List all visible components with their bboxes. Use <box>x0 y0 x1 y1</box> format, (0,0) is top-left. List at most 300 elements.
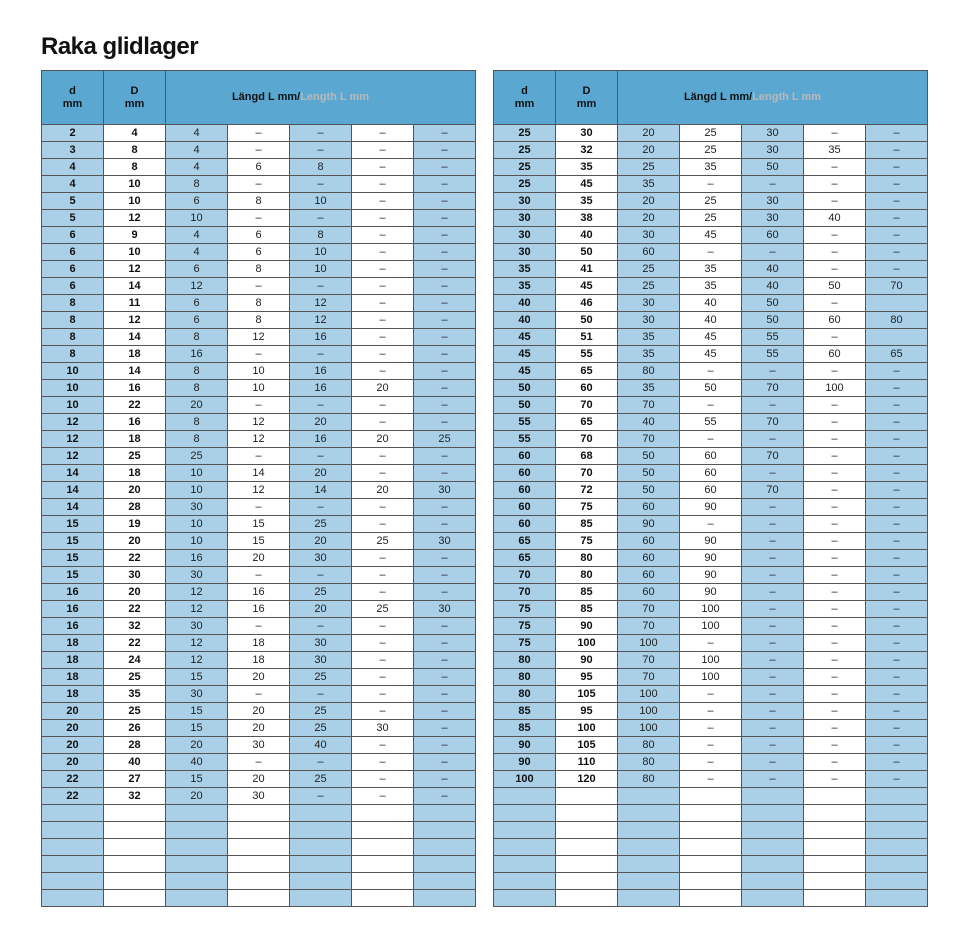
cell-length-1: 60 <box>618 499 680 516</box>
cell-length-4: – <box>352 686 414 703</box>
cell-d: 80 <box>494 686 556 703</box>
cell-length-2: – <box>680 771 742 788</box>
cell-length-4: – <box>352 516 414 533</box>
cell-D: 50 <box>556 312 618 329</box>
cell-length-4: – <box>804 737 866 754</box>
table-row <box>42 720 476 737</box>
table-row <box>494 533 928 550</box>
cell-D: 120 <box>556 771 618 788</box>
cell-d <box>494 805 556 822</box>
cell-length-3 <box>290 856 352 873</box>
cell-length-2: 8 <box>228 261 290 278</box>
cell-D: 27 <box>104 771 166 788</box>
cell-length-4: 100 <box>804 380 866 397</box>
cell-length-3: 40 <box>742 278 804 295</box>
cell-length-4: 20 <box>352 482 414 499</box>
column-header-outer-diameter: D mm <box>104 71 166 125</box>
cell-d: 75 <box>494 618 556 635</box>
cell-length-2: – <box>680 516 742 533</box>
table-row <box>42 465 476 482</box>
cell-D: 70 <box>556 431 618 448</box>
cell-length-2: 20 <box>228 550 290 567</box>
cell-length-1: 70 <box>618 669 680 686</box>
cell-length-2: 50 <box>680 380 742 397</box>
cell-length-3: – <box>742 652 804 669</box>
cell-length-3: 55 <box>742 329 804 346</box>
cell-length-5: – <box>414 567 476 584</box>
cell-length-1: 8 <box>166 380 228 397</box>
cell-D: 18 <box>104 465 166 482</box>
table-row <box>42 244 476 261</box>
cell-length-2: 14 <box>228 465 290 482</box>
cell-length-2: – <box>228 397 290 414</box>
cell-d: 20 <box>42 754 104 771</box>
cell-d <box>42 873 104 890</box>
cell-length-3: – <box>290 142 352 159</box>
cell-D: 12 <box>104 312 166 329</box>
cell-length-2: 55 <box>680 414 742 431</box>
cell-length-1: 12 <box>166 635 228 652</box>
table-row <box>42 159 476 176</box>
cell-D: 20 <box>104 533 166 550</box>
cell-d <box>42 856 104 873</box>
table-header-row <box>42 71 476 125</box>
cell-D: 85 <box>556 584 618 601</box>
table-row <box>494 856 928 873</box>
cell-length-3: 8 <box>290 227 352 244</box>
cell-length-4: – <box>352 652 414 669</box>
table-row <box>494 448 928 465</box>
cell-d: 18 <box>42 686 104 703</box>
table-row <box>494 703 928 720</box>
cell-d: 18 <box>42 635 104 652</box>
cell-length-2: 25 <box>680 193 742 210</box>
cell-length-4: 25 <box>352 601 414 618</box>
table-row <box>494 635 928 652</box>
cell-length-3: – <box>742 584 804 601</box>
cell-length-3: – <box>742 533 804 550</box>
cell-d: 5 <box>42 210 104 227</box>
cell-length-3: – <box>742 567 804 584</box>
cell-d <box>494 822 556 839</box>
cell-length-3: 30 <box>290 635 352 652</box>
cell-length-2: 25 <box>680 142 742 159</box>
cell-D: 32 <box>104 788 166 805</box>
table-row <box>494 312 928 329</box>
cell-d: 15 <box>42 516 104 533</box>
cell-d: 4 <box>42 159 104 176</box>
cell-length-2: 20 <box>228 669 290 686</box>
cell-d: 30 <box>494 210 556 227</box>
cell-length-5: – <box>866 193 928 210</box>
cell-length-4: – <box>352 754 414 771</box>
cell-d: 65 <box>494 533 556 550</box>
cell-length-2 <box>228 856 290 873</box>
cell-length-1: 8 <box>166 363 228 380</box>
cell-d: 16 <box>42 584 104 601</box>
cell-D <box>104 873 166 890</box>
cell-length-3: – <box>742 737 804 754</box>
cell-d: 8 <box>42 346 104 363</box>
cell-length-2: – <box>680 720 742 737</box>
table-row <box>494 737 928 754</box>
cell-length-1: 20 <box>166 397 228 414</box>
table-row <box>494 550 928 567</box>
table-row <box>42 448 476 465</box>
cell-length-4: – <box>804 227 866 244</box>
cell-length-2 <box>228 805 290 822</box>
cell-length-2: – <box>680 176 742 193</box>
cell-length-2 <box>680 890 742 907</box>
cell-d: 16 <box>42 601 104 618</box>
cell-length-3: – <box>290 788 352 805</box>
table-row <box>494 295 928 312</box>
cell-d: 14 <box>42 499 104 516</box>
cell-length-1: 70 <box>618 601 680 618</box>
table-row <box>42 618 476 635</box>
cell-d: 40 <box>494 312 556 329</box>
cell-length-1: 30 <box>166 618 228 635</box>
cell-length-4: – <box>352 193 414 210</box>
cell-length-5: – <box>866 601 928 618</box>
cell-length-1 <box>166 822 228 839</box>
cell-length-4: 25 <box>352 533 414 550</box>
cell-D: 46 <box>556 295 618 312</box>
cell-length-2: 90 <box>680 584 742 601</box>
table-row <box>42 601 476 618</box>
cell-length-1: 80 <box>618 363 680 380</box>
cell-d: 85 <box>494 703 556 720</box>
cell-length-5: – <box>866 125 928 142</box>
cell-length-2: 30 <box>228 788 290 805</box>
cell-length-5 <box>866 788 928 805</box>
table-row <box>42 295 476 312</box>
cell-length-4: – <box>804 159 866 176</box>
cell-length-3: – <box>742 771 804 788</box>
cell-length-4: – <box>804 397 866 414</box>
cell-D: 8 <box>104 142 166 159</box>
cell-length-4: – <box>352 567 414 584</box>
cell-length-1: 15 <box>166 669 228 686</box>
cell-length-3: 25 <box>290 584 352 601</box>
cell-length-3: 12 <box>290 295 352 312</box>
table-row <box>494 397 928 414</box>
cell-length-4: – <box>352 329 414 346</box>
cell-length-1: 6 <box>166 312 228 329</box>
cell-length-4: – <box>352 499 414 516</box>
cell-length-4: – <box>804 618 866 635</box>
cell-length-5: – <box>866 448 928 465</box>
cell-d: 90 <box>494 737 556 754</box>
cell-D: 9 <box>104 227 166 244</box>
cell-D: 85 <box>556 516 618 533</box>
cell-length-2: – <box>680 363 742 380</box>
cell-length-2: 8 <box>228 312 290 329</box>
cell-length-4: – <box>804 686 866 703</box>
table-row <box>494 890 928 907</box>
table-row <box>494 414 928 431</box>
cell-length-5: – <box>866 550 928 567</box>
cell-length-5 <box>414 822 476 839</box>
cell-length-3 <box>742 788 804 805</box>
cell-length-1: 8 <box>166 176 228 193</box>
cell-length-4: – <box>352 737 414 754</box>
cell-D: 16 <box>104 414 166 431</box>
cell-length-5: – <box>414 771 476 788</box>
cell-length-4: – <box>804 771 866 788</box>
cell-d: 80 <box>494 669 556 686</box>
cell-length-4: – <box>804 516 866 533</box>
table-row <box>494 873 928 890</box>
column-header-length: Längd L mm/Length L mm <box>618 71 928 125</box>
cell-length-4: – <box>804 465 866 482</box>
cell-length-1 <box>618 873 680 890</box>
table-row <box>42 788 476 805</box>
cell-length-4: – <box>804 669 866 686</box>
cell-length-4 <box>352 839 414 856</box>
cell-length-1: 100 <box>618 703 680 720</box>
cell-d: 8 <box>42 295 104 312</box>
cell-D: 28 <box>104 499 166 516</box>
table-row <box>42 346 476 363</box>
cell-length-1: 40 <box>618 414 680 431</box>
cell-length-2: – <box>228 346 290 363</box>
cell-length-2: – <box>680 686 742 703</box>
cell-D: 20 <box>104 584 166 601</box>
cell-length-1: 20 <box>618 193 680 210</box>
cell-length-2: 12 <box>228 482 290 499</box>
cell-length-1: 4 <box>166 125 228 142</box>
cell-length-3: 30 <box>290 550 352 567</box>
table-row <box>42 363 476 380</box>
table-row <box>42 669 476 686</box>
cell-length-4: – <box>352 244 414 261</box>
cell-length-1: 70 <box>618 431 680 448</box>
cell-length-2: 35 <box>680 159 742 176</box>
cell-length-1: 20 <box>618 210 680 227</box>
table-row <box>42 261 476 278</box>
cell-D: 110 <box>556 754 618 771</box>
cell-length-1 <box>166 839 228 856</box>
table-row <box>42 329 476 346</box>
cell-length-5: 65 <box>866 346 928 363</box>
cell-length-3: 16 <box>290 329 352 346</box>
cell-length-3: 30 <box>742 193 804 210</box>
cell-length-4 <box>352 890 414 907</box>
cell-length-2: – <box>228 278 290 295</box>
cell-d: 10 <box>42 380 104 397</box>
table-body-right <box>494 125 928 907</box>
cell-length-3: – <box>742 550 804 567</box>
cell-length-2: – <box>680 737 742 754</box>
cell-length-3: 50 <box>742 159 804 176</box>
cell-d: 75 <box>494 601 556 618</box>
cell-length-2 <box>680 839 742 856</box>
cell-length-5: – <box>866 227 928 244</box>
table-row <box>494 125 928 142</box>
cell-length-3: 8 <box>290 159 352 176</box>
cell-length-3: 20 <box>290 601 352 618</box>
table-row <box>494 176 928 193</box>
cell-length-5: – <box>414 346 476 363</box>
cell-d: 60 <box>494 516 556 533</box>
cell-length-1: 16 <box>166 346 228 363</box>
table-row <box>42 550 476 567</box>
cell-length-5 <box>866 856 928 873</box>
cell-D <box>556 805 618 822</box>
table-row <box>494 805 928 822</box>
cell-length-5: 70 <box>866 278 928 295</box>
cell-length-5: – <box>414 584 476 601</box>
cell-d: 45 <box>494 363 556 380</box>
column-header-inner-diameter: d mm <box>42 71 104 125</box>
cell-length-2: 18 <box>228 635 290 652</box>
cell-length-2: 25 <box>680 125 742 142</box>
cell-length-3: 25 <box>290 720 352 737</box>
cell-d <box>42 822 104 839</box>
cell-D: 14 <box>104 329 166 346</box>
cell-length-5: – <box>414 244 476 261</box>
cell-D: 35 <box>556 159 618 176</box>
cell-D: 12 <box>104 210 166 227</box>
cell-length-1: 30 <box>166 567 228 584</box>
cell-length-4: – <box>352 261 414 278</box>
cell-length-1 <box>166 873 228 890</box>
cell-d: 6 <box>42 244 104 261</box>
cell-length-2: – <box>680 397 742 414</box>
cell-length-1 <box>618 890 680 907</box>
cell-D <box>104 839 166 856</box>
cell-length-2: – <box>680 754 742 771</box>
table-row <box>494 720 928 737</box>
cell-length-3: – <box>290 567 352 584</box>
cell-D: 90 <box>556 652 618 669</box>
cell-length-3: 40 <box>290 737 352 754</box>
cell-length-1: 50 <box>618 482 680 499</box>
cell-d <box>494 873 556 890</box>
cell-d: 10 <box>42 363 104 380</box>
cell-length-3: 20 <box>290 414 352 431</box>
table-row <box>42 771 476 788</box>
cell-length-5: – <box>414 363 476 380</box>
cell-d: 85 <box>494 720 556 737</box>
cell-D: 45 <box>556 278 618 295</box>
cell-length-3 <box>742 856 804 873</box>
cell-length-4: – <box>804 244 866 261</box>
cell-d: 60 <box>494 482 556 499</box>
cell-length-3: – <box>290 397 352 414</box>
cell-length-1: 12 <box>166 652 228 669</box>
cell-length-5: – <box>414 227 476 244</box>
cell-D: 105 <box>556 686 618 703</box>
cell-D: 18 <box>104 346 166 363</box>
cell-length-1: 25 <box>166 448 228 465</box>
cell-length-2 <box>228 890 290 907</box>
cell-D: 55 <box>556 346 618 363</box>
cell-length-5: – <box>414 499 476 516</box>
cell-d: 70 <box>494 584 556 601</box>
cell-length-1: 90 <box>618 516 680 533</box>
cell-length-1: 8 <box>166 431 228 448</box>
cell-length-5: 80 <box>866 312 928 329</box>
cell-length-1: 60 <box>618 244 680 261</box>
cell-d: 18 <box>42 669 104 686</box>
cell-length-2: 100 <box>680 669 742 686</box>
cell-length-3: – <box>742 618 804 635</box>
cell-length-5: – <box>414 414 476 431</box>
table-row <box>494 788 928 805</box>
cell-D <box>104 856 166 873</box>
cell-D: 95 <box>556 669 618 686</box>
cell-d: 20 <box>42 720 104 737</box>
cell-length-1: 15 <box>166 771 228 788</box>
cell-length-3: – <box>742 686 804 703</box>
cell-length-4 <box>804 873 866 890</box>
cell-d: 45 <box>494 346 556 363</box>
cell-length-3: 25 <box>290 771 352 788</box>
cell-length-4: – <box>352 618 414 635</box>
cell-D: 35 <box>104 686 166 703</box>
cell-length-3: 50 <box>742 312 804 329</box>
cell-d: 25 <box>494 125 556 142</box>
cell-length-5: – <box>414 635 476 652</box>
cell-length-1: 20 <box>618 125 680 142</box>
table-row <box>42 686 476 703</box>
cell-length-2: – <box>228 142 290 159</box>
cell-D <box>556 822 618 839</box>
table-row <box>42 652 476 669</box>
cell-length-4: – <box>804 295 866 312</box>
cell-length-5 <box>414 890 476 907</box>
cell-length-3 <box>742 805 804 822</box>
cell-length-1: 10 <box>166 482 228 499</box>
cell-length-3: – <box>742 397 804 414</box>
cell-length-1: 8 <box>166 414 228 431</box>
cell-length-1 <box>166 805 228 822</box>
cell-d: 55 <box>494 414 556 431</box>
cell-length-1: 6 <box>166 193 228 210</box>
cell-D: 90 <box>556 618 618 635</box>
cell-length-2: 10 <box>228 363 290 380</box>
cell-length-5: – <box>414 295 476 312</box>
cell-D: 25 <box>104 669 166 686</box>
cell-length-4 <box>352 873 414 890</box>
cell-length-4: – <box>352 550 414 567</box>
cell-length-5: – <box>866 176 928 193</box>
table-row <box>42 635 476 652</box>
cell-length-4: – <box>804 363 866 380</box>
cell-length-5: – <box>866 652 928 669</box>
cell-length-2: 60 <box>680 448 742 465</box>
cell-d: 60 <box>494 448 556 465</box>
cell-length-1: 20 <box>166 737 228 754</box>
cell-d: 60 <box>494 465 556 482</box>
cell-length-5 <box>866 329 928 346</box>
cell-d: 6 <box>42 278 104 295</box>
cell-length-1: 20 <box>618 142 680 159</box>
cell-length-5 <box>866 822 928 839</box>
cell-d: 25 <box>494 142 556 159</box>
cell-d: 10 <box>42 397 104 414</box>
cell-length-2 <box>680 788 742 805</box>
cell-D: 100 <box>556 720 618 737</box>
cell-length-5: – <box>866 771 928 788</box>
bearing-table-right <box>493 70 928 907</box>
table-header-row <box>494 71 928 125</box>
cell-length-2: 20 <box>228 703 290 720</box>
cell-length-3: – <box>742 176 804 193</box>
cell-D: 40 <box>104 754 166 771</box>
